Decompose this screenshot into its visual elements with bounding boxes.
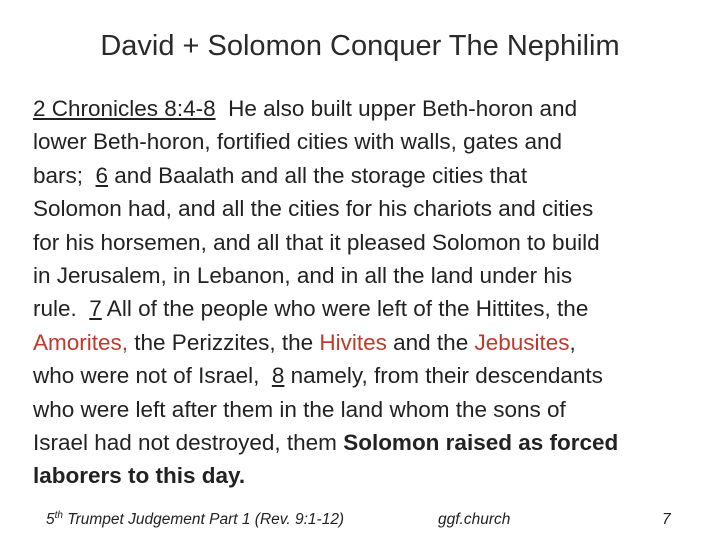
verse-number: 8 <box>271 363 285 389</box>
emphasized-text: Solomon raised as forced <box>343 430 619 456</box>
passage-line <box>33 426 698 459</box>
passage-text: , <box>569 329 576 355</box>
footer-series-title <box>46 510 344 530</box>
passage-text: who were not of Israel, <box>33 363 272 389</box>
scripture-reference: 2 Chronicles 8:4-8 <box>33 96 216 121</box>
highlighted-people-amorites: Amorites, <box>33 329 129 355</box>
page-number: 7 <box>662 511 671 528</box>
passage-text: He also built upper Beth-horon and <box>215 96 578 121</box>
series-title-text: Trumpet Judgement Part 1 (Rev. 9:1-12) <box>62 511 345 528</box>
highlighted-people-hivites: Hivites <box>319 329 387 355</box>
series-ordinal-suffix: th <box>54 509 63 521</box>
passage-line <box>33 326 698 359</box>
passage-line <box>33 359 698 392</box>
passage-line <box>33 159 698 192</box>
passage-text: and Baalath and all the storage cities that <box>108 162 528 188</box>
passage-line: lower Beth-horon, fortified cities with walls, gates and <box>33 129 563 155</box>
scripture-passage <box>33 92 698 493</box>
emphasized-text: laborers to this day. <box>33 463 246 489</box>
passage-text: Israel had not destroyed, them <box>33 430 344 456</box>
passage-line <box>33 292 698 325</box>
passage-text: and the <box>386 329 475 355</box>
passage-text: namely, from their descendants <box>284 363 603 389</box>
verse-number: 6 <box>95 162 109 188</box>
series-number: 5 <box>46 511 55 528</box>
highlighted-people-jebusites: Jebusites <box>474 329 570 355</box>
footer-site: ggf.church <box>438 511 511 528</box>
passage-line: who were left after them in the land whom the sons of <box>33 396 566 422</box>
passage-text: the Perizzites, the <box>128 329 320 355</box>
passage-text: bars; <box>33 162 96 188</box>
passage-line: in Jerusalem, in Lebanon, and in all the land under his <box>33 263 573 289</box>
passage-text: All of the people who were left of the Hittites, the <box>101 296 589 322</box>
slide-title: David + Solomon Conquer The Nephilim <box>100 30 620 62</box>
passage-text: rule. <box>33 296 90 322</box>
passage-line <box>33 459 698 492</box>
passage-line <box>33 92 698 125</box>
passage-line: for his horsemen, and all that it pleased Solomon to build <box>33 229 600 255</box>
passage-line: Solomon had, and all the cities for his chariots and cities <box>33 196 594 222</box>
verse-number: 7 <box>89 296 102 322</box>
